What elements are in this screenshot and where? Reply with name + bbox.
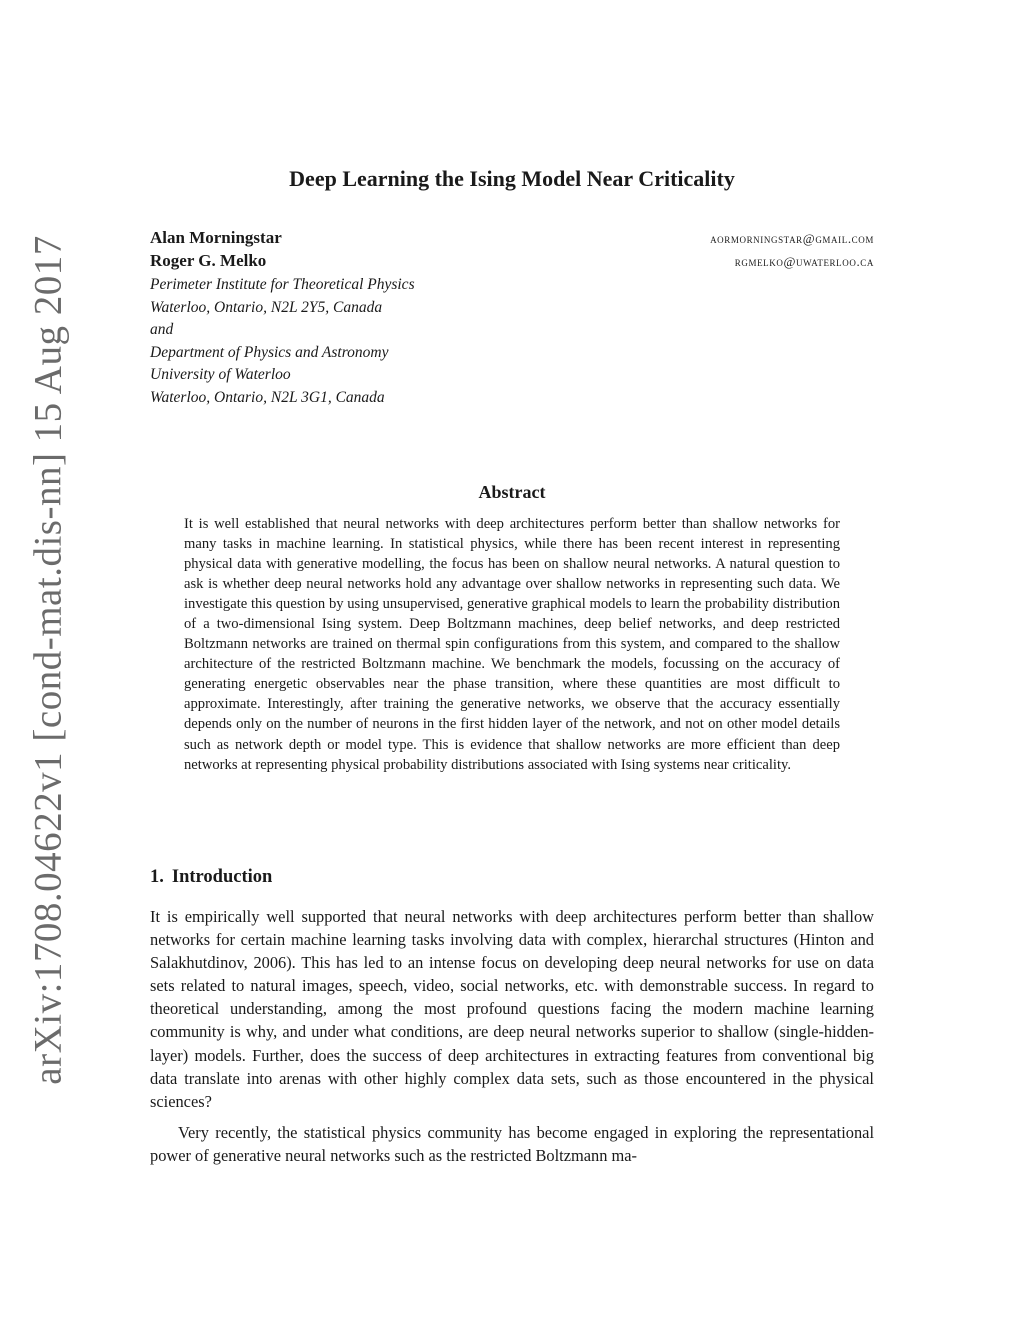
author-block bbox=[150, 228, 874, 410]
abstract-heading: Abstract bbox=[478, 482, 546, 502]
arxiv-stamp: arXiv:1708.04622v1 [cond-mat.dis-nn] 15 Aug 2017 bbox=[26, 235, 70, 1085]
author-email[interactable]: aormorningstar@gmail.com bbox=[710, 231, 874, 246]
paragraph: Very recently, the statistical physics community has become engaged in exploring the representational power of generative neural networks such as the restricted Boltzmann ma- bbox=[150, 1122, 874, 1165]
author-row bbox=[150, 228, 874, 251]
affiliation-line: Perimeter Institute for Theoretical Physics bbox=[150, 276, 415, 293]
section-title: Introduction bbox=[171, 867, 273, 887]
affiliation-line: Department of Physics and Astronomy bbox=[150, 343, 389, 361]
section-number: 1. bbox=[150, 867, 164, 887]
affiliation-line: Waterloo, Ontario, N2L 3G1, Canada bbox=[150, 388, 385, 406]
author-email[interactable]: rgmelko@uwaterloo.ca bbox=[734, 254, 874, 269]
paragraph: It is empirically well supported that neural networks with deep architectures perform better than shallow networks for certain machine learning tasks involving data with complex, hierarchal structures (Hinton and Salakhutdinov, 2006). This has led to an intense focus on developing deep neural networks for use on data sets related to natural images, speech, video, social networks, etc. with demonstrable success. In regard to theoretical understanding, among the most profound questions facing the modern machine learning community is why, and under what conditions, are deep neural networks superior to shallow (single-hidden-layer) models. Further, does the success of deep architectures in extracting features from conventional big data translate into arenas with other highly complex data sets, such as those encountered in the physical sciences? bbox=[150, 907, 874, 1111]
abstract-text: It is well established that neural networks with deep architectures perform better than shallow networks for many tasks in machine learning. In statistical physics, while there has been recent interest in representing physical data with generative modelling, the focus has been on shallow neural networks. A natural question to ask is whether deep neural networks hold any advantage over shallow networks in representing such data. We investigate this question by using unsupervised, generative graphical models to learn the probability distribution of a two-dimensional Ising system. Deep Boltzmann machines, deep belief networks, and deep restricted Boltzmann networks are trained on thermal spin configurations from this system, and compared to the shallow architecture of the restricted Boltzmann machine. We benchmark the models, focussing on the accuracy of generating energetic observables near the phase transition, where these quantities are most difficult to approximate. Interestingly, after training the generative networks, we observe that the accuracy essentially depends only on the number of neurons in the first hidden layer of the network, and not on other model details such as network depth or model type. This is evidence that shallow networks are more efficient than deep networks at representing physical probability distributions associated with Ising systems near criticality. bbox=[184, 516, 840, 773]
section-heading bbox=[150, 867, 272, 888]
author-row bbox=[150, 251, 874, 274]
author-name: Roger G. Melko bbox=[150, 251, 267, 270]
paper-title: Deep Learning the Ising Model Near Criticality bbox=[289, 166, 735, 191]
author-name: Alan Morningstar bbox=[150, 228, 282, 247]
affiliation-line: and bbox=[150, 321, 174, 339]
affiliation-line: Waterloo, Ontario, N2L 2Y5, Canada bbox=[150, 298, 383, 316]
affiliation-line: University of Waterloo bbox=[150, 366, 291, 384]
introduction-body bbox=[150, 905, 874, 1167]
